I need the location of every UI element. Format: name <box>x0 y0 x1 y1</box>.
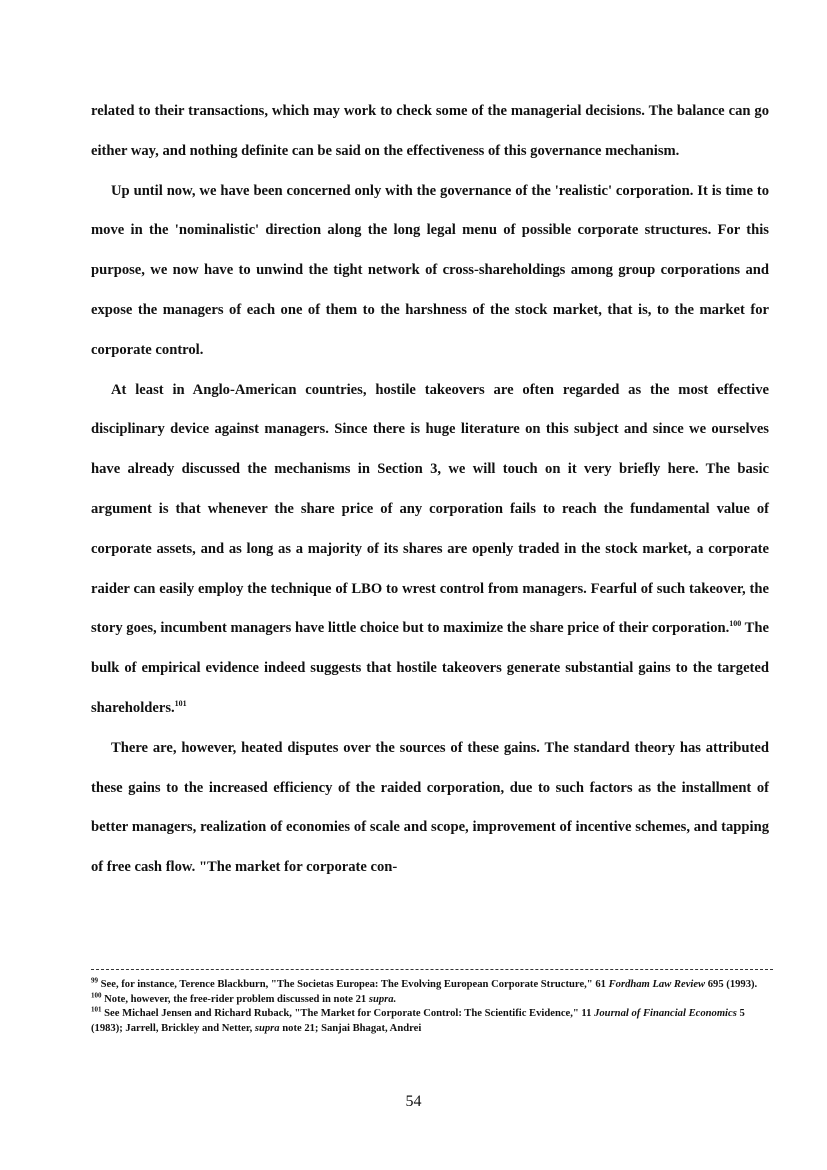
footnote-text: See, for instance, Terence Blackburn, "The Societas Europea: The Evolving European Corporate Structure," 61 <box>98 979 609 990</box>
footnote-number: 101 <box>91 1005 102 1014</box>
footnote-100 <box>91 993 773 1008</box>
body-text <box>91 92 769 888</box>
footnote-number: 100 <box>91 991 102 1000</box>
page-number: 54 <box>405 1093 422 1110</box>
paragraph-3-part-b: The bulk of empirical evidence indeed suggests that hostile takeovers generate substantial gains to the targeted shareholders. <box>91 620 770 716</box>
paragraph-2: Up until now, we have been concerned only with the governance of the 'realistic' corporation. It is time to move in the 'nominalistic' direction along the long legal menu of possible corporate structures. For this purpose, we now have to unwind the tight network of cross-shareholdings among group corporations and expose the managers of each one of them to the harshness of the stock market, that is, to the market for corporate control. <box>91 182 769 358</box>
footnote-text: 5 (1983); Jarrell, Brickley and Netter, <box>91 1008 745 1034</box>
footnote-99 <box>91 978 773 993</box>
footnote-journal: Fordham Law Review <box>608 979 706 990</box>
footnote-ref-100[interactable]: 100 <box>729 619 742 629</box>
footnote-number: 99 <box>91 976 98 985</box>
footnote-101 <box>91 1007 773 1036</box>
footnote-text: note 21; Sanjai Bhagat, Andrei <box>279 1022 422 1034</box>
footnote-ref-101[interactable]: 101 <box>174 699 187 709</box>
footnote-supra: supra. <box>368 993 397 1005</box>
paragraph-3-part-a: At least in Anglo-American countries, hostile takeovers are often regarded as the most effective disciplinary device against managers. Since there is huge literature on this subject and since we ourselves have already discussed the mechanisms in Section 3, we will touch on it very briefly here. The basic argument is that whenever the share price of any corporation fails to reach the fundamental value of corporate assets, and as long as a majority of its shares are openly traded in the stock market, a corporate raider can easily employ the technique of LBO to wrest control from managers. Fearful of such takeover, the story goes, incumbent managers have little choice but to maximize the share price of their corporation. <box>91 381 769 637</box>
footnote-text: 695 (1993). <box>705 979 758 990</box>
footnote-separator <box>91 969 773 970</box>
paragraph-3 <box>91 371 769 729</box>
footnote-text: See Michael Jensen and Richard Ruback, "The Market for Corporate Control: The Scientific Evidence," 11 <box>101 1008 595 1020</box>
footnote-journal: Journal of Financial Economics <box>594 1008 737 1020</box>
footnote-supra: supra <box>254 1022 280 1034</box>
paragraph-4: There are, however, heated disputes over the sources of these gains. The standard theory has attributed these gains to the increased efficiency of the raided corporation, due to such factors as the installment of better managers, realization of economies of scale and scope, improvement of incentive schemes, and tapping of free cash flow. "The market for corporate con- <box>91 739 769 876</box>
footnote-text: Note, however, the free-rider problem discussed in note 21 <box>101 993 369 1005</box>
paragraph-1: related to their transactions, which may work to check some of the managerial decisions. The balance can go either way, and nothing definite can be said on the effectiveness of this governance mechanism. <box>91 103 769 159</box>
footnotes <box>91 978 773 1036</box>
